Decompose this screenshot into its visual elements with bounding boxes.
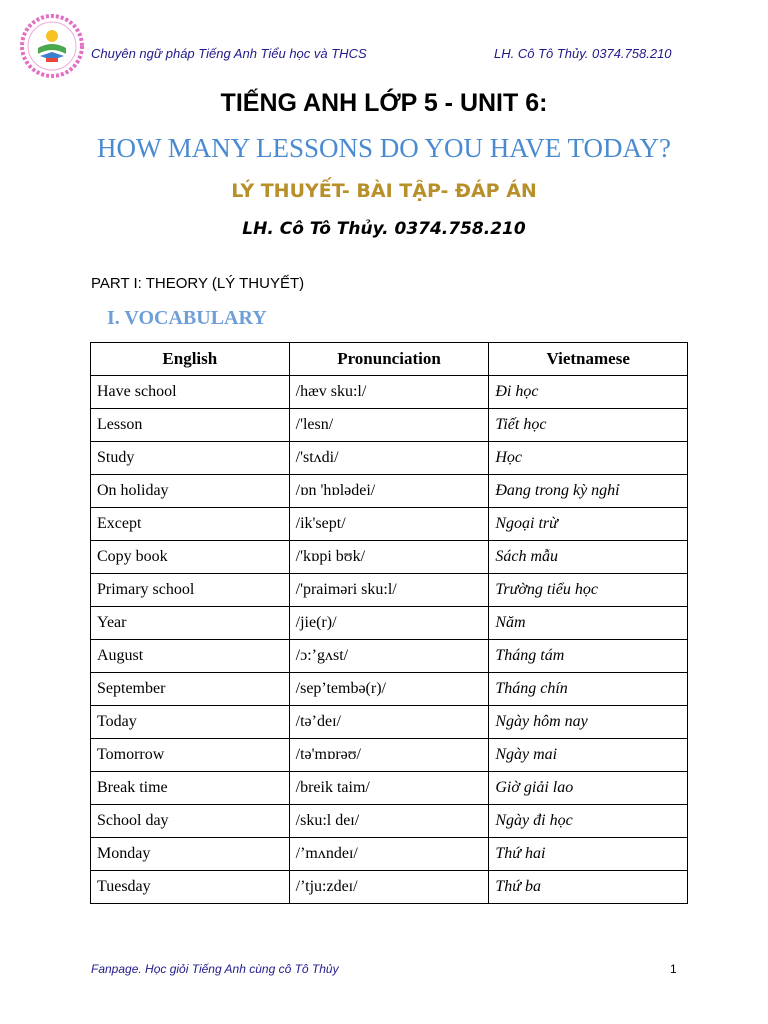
cell-english: Lesson (91, 409, 290, 442)
header-english: English (91, 343, 290, 376)
table-row (91, 442, 688, 475)
header-contact: LH. Cô Tô Thủy. 0374.758.210 (494, 46, 672, 61)
cell-vietnamese: Trường tiểu học (489, 574, 688, 607)
cell-pronunciation: /sku:l deɪ/ (289, 805, 489, 838)
cell-pronunciation: /breik taim/ (289, 772, 489, 805)
cell-pronunciation: /’mʌndeɪ/ (289, 838, 489, 871)
cell-vietnamese: Học (489, 442, 688, 475)
cell-vietnamese: Ngày mai (489, 739, 688, 772)
cell-pronunciation: /tə'mɒrəʊ/ (289, 739, 489, 772)
cell-vietnamese: Đang trong kỳ nghỉ (489, 475, 688, 508)
cell-pronunciation: /'kɒpi bʊk/ (289, 541, 489, 574)
table-header-row (91, 343, 688, 376)
table-row (91, 508, 688, 541)
vocabulary-table (90, 342, 688, 904)
cell-vietnamese: Thứ hai (489, 838, 688, 871)
unit-title: HOW MANY LESSONS DO YOU HAVE TODAY? (96, 133, 672, 163)
cell-pronunciation: /sep’tembə(r)/ (289, 673, 489, 706)
cell-english: Tomorrow (91, 739, 290, 772)
table-row (91, 673, 688, 706)
cell-vietnamese: Đi học (489, 376, 688, 409)
table-row (91, 838, 688, 871)
cell-vietnamese: Ngày đi học (489, 805, 688, 838)
cell-english: Primary school (91, 574, 290, 607)
table-row (91, 772, 688, 805)
cell-vietnamese: Tháng chín (489, 673, 688, 706)
cell-english: Study (91, 442, 290, 475)
cell-pronunciation: /jie(r)/ (289, 607, 489, 640)
cell-pronunciation: /’tju:zdeɪ/ (289, 871, 489, 904)
table-row (91, 574, 688, 607)
subtitle: LÝ THUYẾT- BÀI TẬP- ĐÁP ÁN (231, 180, 537, 202)
table-row (91, 409, 688, 442)
table-row (91, 475, 688, 508)
cell-english: September (91, 673, 290, 706)
cell-pronunciation: /'lesn/ (289, 409, 489, 442)
cell-pronunciation: /ɒn 'hɒlədei/ (289, 475, 489, 508)
cell-english: Tuesday (91, 871, 290, 904)
cell-vietnamese: Tháng tám (489, 640, 688, 673)
table-row (91, 376, 688, 409)
cell-english: Have school (91, 376, 290, 409)
table-row (91, 640, 688, 673)
vocabulary-heading: I. VOCABULARY (107, 307, 267, 329)
cell-pronunciation: /ɔ:’gʌst/ (289, 640, 489, 673)
table-row (91, 607, 688, 640)
cell-english: Year (91, 607, 290, 640)
cell-pronunciation: /'praiməri sku:l/ (289, 574, 489, 607)
table-row (91, 739, 688, 772)
cell-pronunciation: /hæv sku:l/ (289, 376, 489, 409)
cell-english: Copy book (91, 541, 290, 574)
table-row (91, 706, 688, 739)
cell-vietnamese: Thứ ba (489, 871, 688, 904)
table-row (91, 805, 688, 838)
cell-english: School day (91, 805, 290, 838)
cell-english: Today (91, 706, 290, 739)
cell-vietnamese: Giờ giải lao (489, 772, 688, 805)
cell-vietnamese: Năm (489, 607, 688, 640)
contact-line: LH. Cô Tô Thủy. 0374.758.210 (242, 219, 526, 239)
cell-vietnamese: Ngoại trừ (489, 508, 688, 541)
cell-english: Monday (91, 838, 290, 871)
header-subject: Chuyên ngữ pháp Tiếng Anh Tiểu học và THCS (91, 46, 367, 61)
cell-english: Except (91, 508, 290, 541)
cell-vietnamese: Sách mẫu (489, 541, 688, 574)
cell-pronunciation: /'stʌdi/ (289, 442, 489, 475)
part-heading: PART I: THEORY (LÝ THUYẾT) (91, 275, 305, 292)
table-row (91, 541, 688, 574)
cell-english: Break time (91, 772, 290, 805)
header-pronunciation: Pronunciation (289, 343, 489, 376)
page-number: 1 (670, 962, 677, 976)
page-title: TIẾNG ANH LỚP 5 - UNIT 6: (220, 89, 548, 117)
cell-pronunciation: /tə’deɪ/ (289, 706, 489, 739)
cell-vietnamese: Ngày hôm nay (489, 706, 688, 739)
table-row (91, 871, 688, 904)
cell-pronunciation: /ik'sept/ (289, 508, 489, 541)
cell-english: On holiday (91, 475, 290, 508)
header-vietnamese: Vietnamese (489, 343, 688, 376)
cell-english: August (91, 640, 290, 673)
school-logo-icon (20, 14, 84, 78)
cell-vietnamese: Tiết học (489, 409, 688, 442)
footer-fanpage: Fanpage. Học giỏi Tiếng Anh cùng cô Tô Thủy (91, 962, 339, 976)
